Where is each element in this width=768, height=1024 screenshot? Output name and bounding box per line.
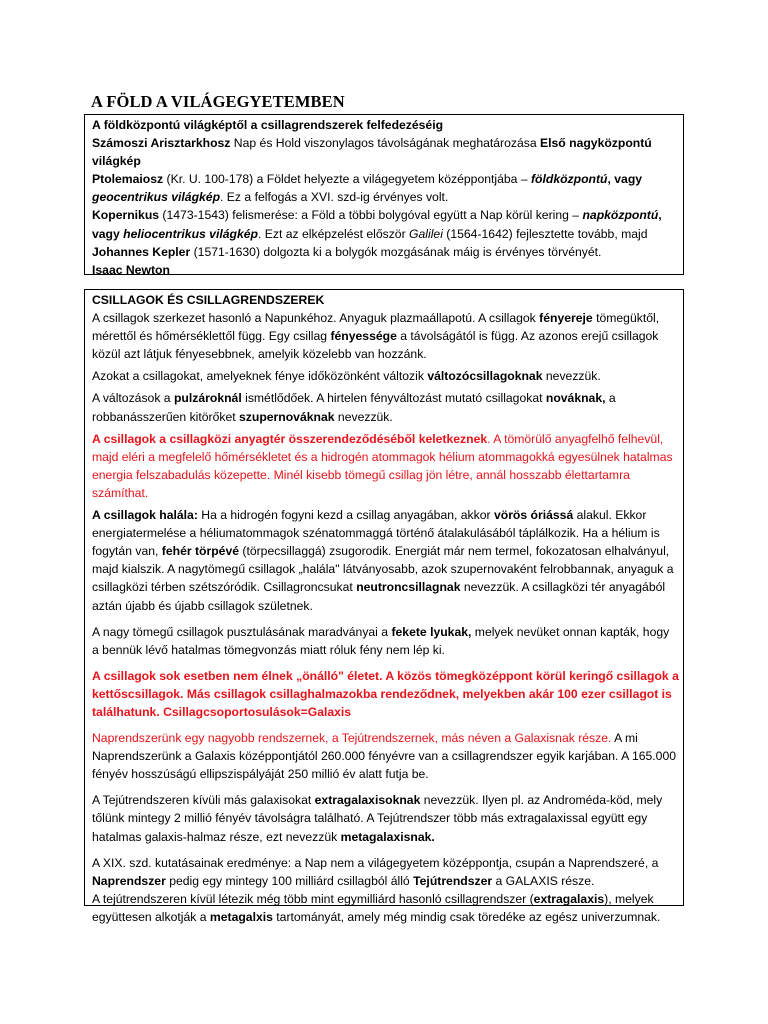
text-run: pulzároknál	[173, 391, 242, 406]
text-run: (törpecsillaggá) zsugorodik. Energiát már nem termel, fokozatosan elhalványul, majd kialszik. A nagytömegű csillagok „halála" látványosabb, azok szupernovaként felrobbannak, anyaguk a csillagközi térben szétszóródik. Csillagroncsukat	[92, 544, 674, 595]
text-run: CSILLAGOK ÉS CSILLAGRENDSZEREK	[92, 293, 325, 307]
text-run: heliocentrikus világkép	[123, 226, 258, 241]
paragraph	[92, 667, 679, 721]
text-run: A nagy tömegű csillagok pusztulásának maradványai a	[92, 624, 392, 639]
text-run: Első nagyközpontú világkép	[92, 136, 652, 169]
text-run: földközpontú	[531, 172, 608, 187]
stars-text-box	[84, 289, 684, 924]
text-run: fekete lyukak,	[391, 624, 472, 639]
text-run: Kopernikus	[92, 208, 160, 223]
text-run: A változások a	[92, 391, 174, 406]
text-run: (1564-1642) fejlesztette tovább, majd	[442, 226, 648, 241]
text-run: a robbanásszerűen kitörőket	[92, 391, 616, 424]
text-run: (Kr. U. 100-178) a Földet helyezte a világegyetem középpontjába –	[163, 172, 531, 187]
text-run: A csillagok sok esetben nem élnek „önálló" életet. A közös tömegközéppont körül keringő csillagok a kettőscsillagok. Más csillagok csillaghalmazokba rendeződnek, melyekben akár 100 ezer csillagot is találhatunk. Csillagcsoportosulások=Galaxis	[92, 668, 679, 719]
text-run: A Tejútrendszeren kívüli más galaxisokat	[92, 793, 315, 808]
text-run: alakul. Ekkor energiatermelése a héliumatommagok szénatommaggá történő átalakulásából táplálkozik. Ha a hélium is fogytán van,	[92, 508, 660, 559]
text-run: tömegüktől, mérettől és hőmérséklettől függ. Egy csillag	[92, 311, 660, 344]
history-text-box	[84, 114, 684, 275]
text-run: extragalaxisoknak	[314, 793, 421, 808]
page-title: A FÖLD A VILÁGEGYETEMBEN	[91, 92, 345, 111]
text-run: metagalxis	[209, 909, 273, 924]
text-run: geocentrikus világkép	[92, 190, 221, 205]
text-run: Azokat a csillagokat, amelyeknek fénye időközönként változik	[92, 369, 428, 384]
paragraph	[92, 854, 679, 890]
text-run: napközpontú	[582, 208, 659, 223]
text-run: A csillagok halála:	[92, 508, 198, 523]
text-run: Tejútrendszer	[413, 873, 493, 888]
paragraph	[92, 430, 679, 502]
text-run: a GALAXIS része.	[492, 873, 595, 888]
text-run: fehér törpévé	[161, 544, 240, 559]
text-run: Ptolemaiosz	[92, 172, 164, 187]
text-run: (1473-1543) felismerése: a Föld a többi bolygóval együtt a Nap körül kering –	[159, 208, 583, 223]
text-run: , vagy	[607, 172, 643, 187]
text-run: nevezzük. Ilyen pl. az Androméda-köd, mely tőlünk mintegy 2 millió fényév távolságra található. A Tejútrendszer több más extragalaxissal együtt egy hatalmas galaxis-halmaz része, ezt nevezzük	[92, 793, 663, 844]
text-run: Számoszi Arisztarkhosz	[92, 136, 231, 151]
text-run: ), melyek együttesen alkotják a	[92, 891, 654, 924]
text-run: nováknak,	[545, 391, 606, 406]
text-run: . Ez a felfogás a XVI. szd-ig érvényes volt.	[220, 190, 449, 205]
text-run: . Ezt az elképzelést először	[257, 226, 410, 241]
text-run: (1571-1630) dolgozta ki a bolygók mozgásának máig is érvényes törvényét.	[190, 244, 602, 259]
text-run: szupernováknak	[239, 409, 335, 424]
text-run: metagalaxisnak.	[340, 829, 435, 844]
text-run: változócsillagoknak	[427, 369, 543, 384]
text-run: A tejútrendszeren kívül létezik még több mint egymilliárd hasonló csillagrendszer (	[92, 891, 534, 906]
text-run: tartományát, amely még mindig csak töredéke az egész univerzumnak.	[272, 909, 661, 924]
text-run: fényessége	[330, 329, 397, 344]
text-run: nevezzük.	[542, 369, 601, 384]
text-run: vörös óriássá	[493, 508, 574, 523]
text-run: pedig egy mintegy 100 milliárd csillagból álló	[165, 873, 414, 888]
text-run: Naprendszerünk egy nagyobb rendszernek, a Tejútrendszernek, más néven a Galaxisnak része.	[92, 731, 612, 746]
paragraph	[92, 729, 679, 783]
text-run: Nap és Hold viszonylagos távolságának meghatározása	[230, 136, 541, 151]
text-run: melyek nevüket onnan kapták, hogy a bennük lévő hatalmas tömegvonzás miatt róluk fény nem lép ki.	[92, 624, 670, 657]
text-run: nevezzük. A csillagközi tér anyagából aztán újabb és újabb csillagok születnek.	[92, 580, 666, 613]
paragraph	[92, 116, 679, 134]
text-run: Naprendszer	[92, 873, 166, 888]
text-run: . A tömörülő anyagfelhő felhevül, majd eléri a megfelelő hőmérsékletet és a hidrogén atommagok hélium atommagokká egyesülnek hatalmas energia felszabadulás közepette. Minél kisebb tömegű csillag jön létre, annál hosszabb élettartamra számíthat.	[92, 431, 673, 500]
text-run: Ha a hidrogén fogyni kezd a csillag anyagában, akkor	[197, 508, 494, 523]
text-run: A csillagok szerkezet hasonló a Napunkéhoz. Anyaguk plazmaállapotú. A csillagok	[92, 311, 540, 326]
text-run: A XIX. szd. kutatásainak eredménye: a Nap nem a világegyetem középpontja, csupán a Naprendszeré, a	[92, 855, 659, 870]
text-run: A földközpontú világképtől a csillagrendszerek felfedezéséig	[92, 118, 444, 132]
paragraph	[92, 134, 679, 170]
paragraph	[92, 291, 679, 309]
paragraph	[92, 206, 679, 242]
text-run: ismétlődőek. A hirtelen fényváltozást mutató csillagokat	[241, 391, 546, 406]
paragraph	[92, 309, 679, 363]
text-run: neutroncsillagnak	[356, 580, 461, 595]
paragraph	[92, 243, 679, 261]
paragraph	[92, 623, 679, 659]
text-run: Johannes Kepler	[92, 244, 191, 259]
text-run: , vagy	[92, 208, 662, 241]
text-run: extragalaxis	[533, 891, 605, 906]
text-run: Isaac Newton	[92, 262, 170, 277]
paragraph	[92, 890, 679, 926]
text-run: A csillagok a csillagközi anyagtér összerendeződéséből keletkeznek	[92, 431, 488, 446]
text-run: A mi Naprendszerünk a Galaxis középpontjától 260.000 fényévre van a csillagrendszer egyik karjában. A 165.000 fényév hosszúságú ellipszispályáját 250 millió év alatt futja be.	[92, 731, 677, 782]
paragraph	[92, 170, 679, 206]
paragraph	[92, 506, 679, 615]
paragraph	[92, 367, 679, 385]
paragraph	[92, 261, 679, 279]
text-run: nevezzük.	[334, 409, 393, 424]
paragraph	[92, 791, 679, 845]
text-run: fényereje	[539, 311, 593, 326]
text-run: a távolságától is függ. Az azonos erejű csillagok közül azt látjuk fényesebbnek, amelyik közelebb van hozzánk.	[92, 329, 659, 362]
paragraph	[92, 389, 679, 425]
text-run: Galilei	[409, 226, 443, 241]
